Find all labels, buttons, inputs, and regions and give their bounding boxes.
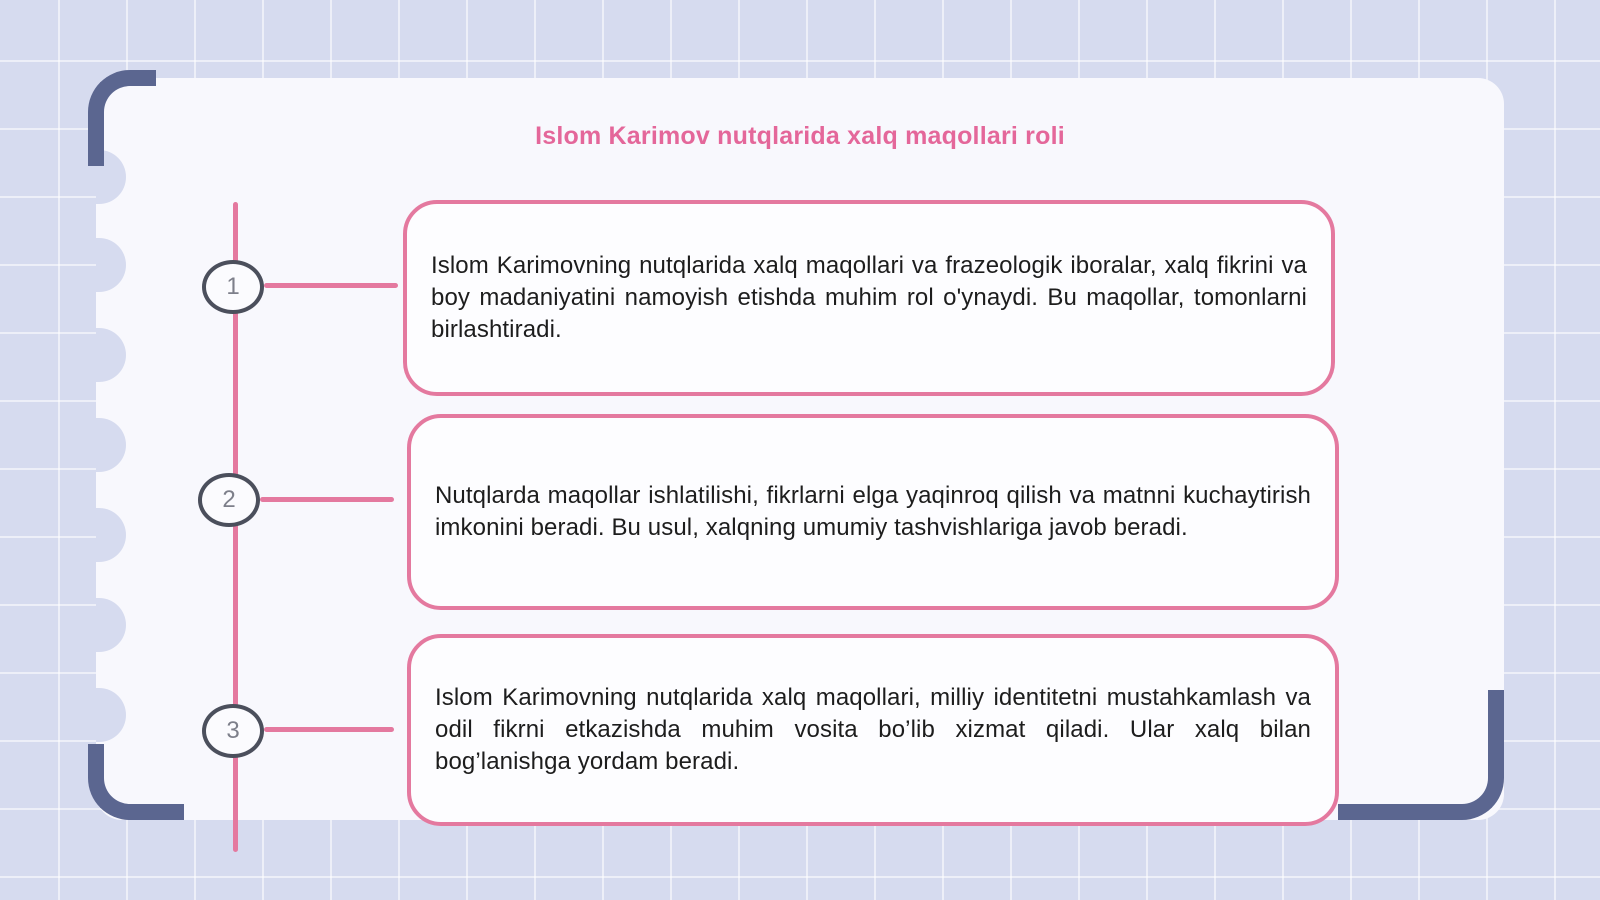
content-text: Islom Karimovning nutqlarida xalq maqollari, milliy identitetni mustahkamlash va odil fikrni etkazishda muhim vosita bo’lib xizmat qiladi. Ular xalq bilan bog’lanishga yordam beradi. [435, 684, 1311, 775]
corner-bracket-bottom-right [1338, 690, 1504, 820]
corner-bracket-bottom-left [88, 744, 184, 820]
timeline-connector [264, 283, 398, 288]
content-text: Islom Karimovning nutqlarida xalq maqollari va frazeologik iboralar, xalq fikrini va boy madaniyatini namoyish etishda muhim rol o'ynaydi. Bu maqollar, tomonlarni birlashtiradi. [431, 252, 1307, 343]
step-number-badge: 3 [202, 704, 264, 758]
timeline-connector [264, 727, 394, 732]
content-box-2 [407, 414, 1339, 610]
content-box-3 [407, 634, 1339, 826]
timeline-connector [260, 497, 394, 502]
step-number-badge: 2 [198, 473, 260, 527]
content-text: Nutqlarda maqollar ishlatilishi, fikrlarni elga yaqinroq qilish va matnni kuchaytirish imkonini beradi. Bu usul, xalqning umumiy tashvishlariga javob beradi. [435, 482, 1311, 541]
corner-bracket-top-left [88, 70, 156, 166]
slide-title: Islom Karimov nutqlarida xalq maqollari roli [535, 122, 1065, 150]
content-box-1 [403, 200, 1335, 396]
step-number-badge: 1 [202, 260, 264, 314]
